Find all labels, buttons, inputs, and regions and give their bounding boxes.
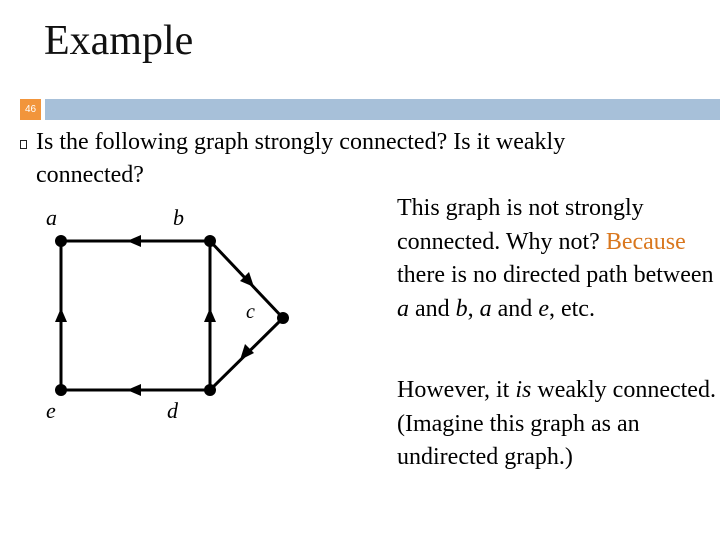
arrow-d-e [127,384,141,396]
vertex-label-d: d [167,398,178,423]
comma-text: , [467,295,480,322]
arrow-e-a [55,308,67,322]
is-emphasis: is [515,377,532,403]
answer-line2: there is no directed path between [397,262,714,288]
vertex-c [277,312,289,324]
vertex-label-a: a [46,205,57,230]
arrow-c-d [240,344,254,360]
however-pre: However, it [397,377,516,403]
vertex-e [55,384,67,396]
question-text: Is the following graph strongly connected? Is it weakly connected? [36,129,566,188]
vertex-label-c: c [246,301,255,323]
vertex-a [55,235,67,247]
slide-number: 46 [20,99,41,120]
vertex-d [204,384,216,396]
however-post: weakly connected. (Imagine this graph as an undirected graph.) [397,377,716,470]
vertex-label-e: e [46,398,56,423]
vertex-ref-e: e [538,295,549,322]
slide-title: Example [44,18,194,64]
and-text-2: and [491,295,539,322]
answer-line1: This graph is not strongly connected. Why not? [397,195,644,255]
arrow-d-b [204,308,216,322]
vertex-ref-a: a [397,295,409,322]
etc-text: , etc. [548,295,595,322]
vertex-ref-b: b [455,295,468,322]
vertex-b [204,235,216,247]
vertex-label-b: b [173,205,184,230]
weakly-connected-text [397,374,717,475]
arrow-b-a [127,235,141,247]
because-word: Because [605,228,686,255]
and-text-1: and [409,295,456,322]
answer-text [397,192,717,326]
vertex-ref-a2: a [479,295,492,322]
